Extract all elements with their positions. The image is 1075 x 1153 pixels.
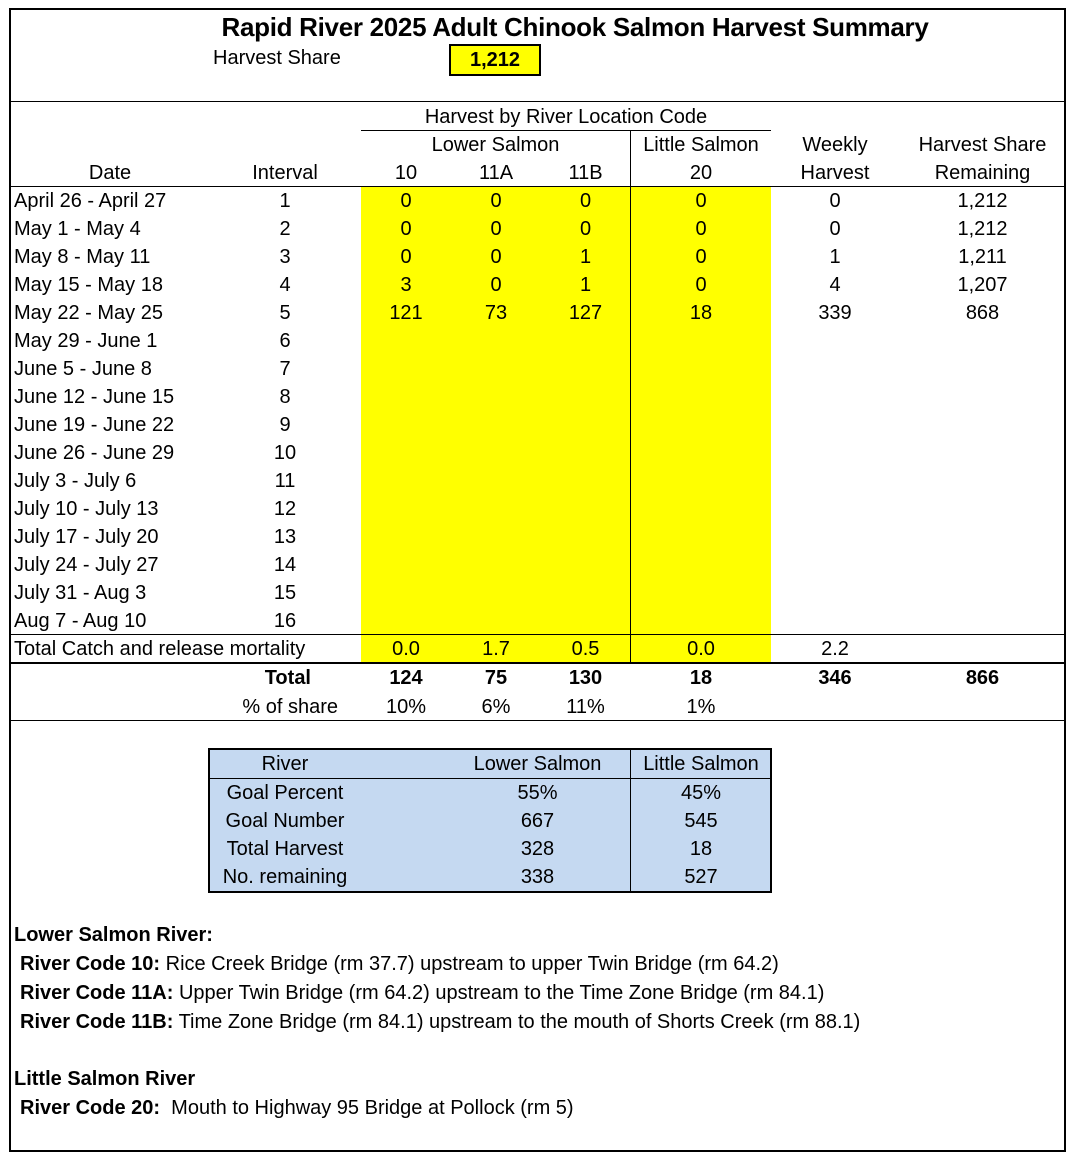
summary-row-lower: 667 xyxy=(520,810,555,832)
cell-10: 3 xyxy=(400,274,412,296)
cell-remaining: 868 xyxy=(965,302,1000,324)
cell-20: 0 xyxy=(695,218,707,240)
cell-20 xyxy=(631,467,771,495)
summary-header-river: River xyxy=(261,753,309,775)
cell-11a xyxy=(451,383,541,411)
total-weekly: 346 xyxy=(818,667,852,689)
cell-weekly: 1 xyxy=(829,246,841,268)
cell-weekly xyxy=(785,355,885,383)
cell-10 xyxy=(361,355,451,383)
cell-11b xyxy=(541,551,630,579)
cell-11a xyxy=(451,523,541,551)
cell-remaining xyxy=(900,439,1065,467)
cell-11b xyxy=(541,355,630,383)
cell-interval: 13 xyxy=(273,526,297,548)
cell-interval: 10 xyxy=(273,442,297,464)
notes-lower-heading: Lower Salmon River: xyxy=(14,924,213,946)
summary-row-little: 527 xyxy=(684,866,718,888)
cell-11b xyxy=(541,327,630,355)
cell-11a xyxy=(451,495,541,523)
cell-interval: 15 xyxy=(273,582,297,604)
river-code-description: Mouth to Highway 95 Bridge at Pollock (rm 5) xyxy=(160,1097,574,1119)
cell-remaining xyxy=(900,327,1065,355)
subgroup-lower-salmon: Lower Salmon xyxy=(431,134,560,156)
cell-11a xyxy=(451,551,541,579)
cell-11a xyxy=(451,411,541,439)
cell-10: 0 xyxy=(400,190,412,212)
cell-10 xyxy=(361,411,451,439)
percent-share-20: 1% xyxy=(686,696,716,718)
cell-interval: 3 xyxy=(279,246,291,268)
col-date: Date xyxy=(88,162,132,184)
cell-weekly: 339 xyxy=(818,302,852,324)
summary-row-label: Goal Percent xyxy=(226,782,344,804)
cell-10 xyxy=(361,467,451,495)
river-code-note xyxy=(20,1011,860,1034)
cell-remaining xyxy=(900,579,1065,607)
cell-11b: 1 xyxy=(579,246,592,268)
cell-11a xyxy=(451,327,541,355)
cell-20 xyxy=(631,327,771,355)
summary-row-little: 545 xyxy=(684,810,718,832)
summary-row-lower: 328 xyxy=(520,838,555,860)
subgroup-little-salmon: Little Salmon xyxy=(643,134,759,156)
river-code-note xyxy=(20,982,824,1005)
cell-date: July 24 - July 27 xyxy=(14,554,159,576)
total-10: 124 xyxy=(389,667,423,689)
cell-date: May 8 - May 11 xyxy=(14,246,151,268)
cell-20: 18 xyxy=(689,302,713,324)
cell-weekly xyxy=(785,411,885,439)
cell-date: June 26 - June 29 xyxy=(14,442,175,464)
cell-interval: 5 xyxy=(279,302,291,324)
total-20: 18 xyxy=(689,667,713,689)
col-20: 20 xyxy=(689,162,713,184)
summary-row-label: Total Harvest xyxy=(226,838,344,860)
cell-11b xyxy=(541,439,630,467)
cell-remaining xyxy=(900,523,1065,551)
percent-share-10: 10% xyxy=(385,696,427,718)
summary-row-lower: 338 xyxy=(520,866,555,888)
cell-interval: 1 xyxy=(279,190,291,212)
river-code-label: River Code 11A: xyxy=(20,982,174,1004)
cell-11a xyxy=(451,439,541,467)
col-weekly-2: Harvest xyxy=(800,162,870,184)
summary-row-lower: 55% xyxy=(517,782,558,804)
cell-11b: 0 xyxy=(579,190,592,212)
cell-11b xyxy=(541,495,630,523)
cell-11b xyxy=(541,579,630,607)
percent-share-11a: 6% xyxy=(481,696,511,718)
cell-11a: 0 xyxy=(490,274,502,296)
summary-row-little: 18 xyxy=(689,838,713,860)
total-11b: 130 xyxy=(568,667,603,689)
cell-20: 0 xyxy=(695,190,707,212)
cell-date: May 15 - May 18 xyxy=(14,274,163,296)
cell-10: 0 xyxy=(400,218,412,240)
cell-10 xyxy=(361,607,451,635)
cell-weekly xyxy=(785,551,885,579)
cell-11b xyxy=(541,467,630,495)
col-11b: 11B xyxy=(568,162,603,184)
cell-11a xyxy=(451,467,541,495)
river-code-description: Time Zone Bridge (rm 84.1) upstream to the mouth of Shorts Creek (rm 88.1) xyxy=(173,1011,861,1033)
total-11a: 75 xyxy=(484,667,508,689)
cell-20 xyxy=(631,523,771,551)
cell-date: May 29 - June 1 xyxy=(14,330,158,352)
cell-20 xyxy=(631,495,771,523)
cell-11a xyxy=(451,579,541,607)
river-code-description: Rice Creek Bridge (rm 37.7) upstream to upper Twin Bridge (rm 64.2) xyxy=(160,953,779,975)
cell-20: 0 xyxy=(695,246,707,268)
cell-interval: 7 xyxy=(279,358,291,380)
percent-share-11b: 11% xyxy=(566,696,605,718)
cell-date: May 1 - May 4 xyxy=(14,218,141,240)
cell-20 xyxy=(631,411,771,439)
catch-release-11a: 1.7 xyxy=(482,638,510,660)
cell-11b: 0 xyxy=(579,218,592,240)
col-interval: Interval xyxy=(252,162,318,184)
summary-header-little: Little Salmon xyxy=(643,753,759,775)
summary-header-lower: Lower Salmon xyxy=(473,753,602,775)
total-remaining: 866 xyxy=(965,667,1000,689)
cell-weekly: 0 xyxy=(829,190,841,212)
group-header: Harvest by River Location Code xyxy=(424,106,708,128)
cell-remaining: 1,211 xyxy=(958,246,1007,268)
cell-date: July 17 - July 20 xyxy=(14,526,159,548)
river-code-label: River Code 11B: xyxy=(20,1011,174,1033)
cell-11b: 127 xyxy=(568,302,603,324)
col-10: 10 xyxy=(394,162,418,184)
cell-interval: 12 xyxy=(273,498,297,520)
cell-weekly xyxy=(785,327,885,355)
cell-weekly xyxy=(785,607,885,635)
percent-share-label: % of share xyxy=(242,696,338,718)
catch-release-weekly: 2.2 xyxy=(821,638,849,660)
cell-remaining xyxy=(900,411,1065,439)
col-weekly-1: Weekly xyxy=(802,134,868,156)
cell-date: June 12 - June 15 xyxy=(14,386,175,408)
cell-11a xyxy=(451,607,541,635)
col-remaining-2: Remaining xyxy=(934,162,1031,184)
river-code-note xyxy=(20,1097,574,1120)
page-title: Rapid River 2025 Adult Chinook Salmon Harvest Summary xyxy=(221,12,929,42)
catch-release-11b: 0.5 xyxy=(571,638,600,660)
cell-weekly xyxy=(785,495,885,523)
river-code-label: River Code 20: xyxy=(20,1097,161,1119)
cell-11a xyxy=(451,355,541,383)
cell-10 xyxy=(361,579,451,607)
summary-row-little: 45% xyxy=(680,782,722,804)
cell-11b xyxy=(541,411,630,439)
cell-date: July 10 - July 13 xyxy=(14,498,159,520)
catch-release-label: Total Catch and release mortality xyxy=(14,638,306,660)
cell-11a: 73 xyxy=(484,302,508,324)
cell-date: July 31 - Aug 3 xyxy=(14,582,147,604)
cell-10 xyxy=(361,495,451,523)
title-divider xyxy=(10,101,1064,102)
cell-interval: 9 xyxy=(279,414,291,436)
table-bottom-line xyxy=(10,720,1064,721)
cell-interval: 6 xyxy=(279,330,291,352)
cell-date: June 19 - June 22 xyxy=(14,414,175,436)
cell-date: Aug 7 - Aug 10 xyxy=(14,610,147,632)
cell-remaining xyxy=(900,355,1065,383)
cell-11b xyxy=(541,607,630,635)
cell-11b: 1 xyxy=(579,274,592,296)
notes-little-heading: Little Salmon River xyxy=(14,1068,196,1090)
col-remaining-1: Harvest Share xyxy=(918,134,1047,156)
cell-weekly xyxy=(785,579,885,607)
cell-20 xyxy=(631,579,771,607)
cell-weekly xyxy=(785,383,885,411)
cell-11a: 0 xyxy=(490,190,502,212)
col-11a: 11A xyxy=(478,162,514,184)
catch-release-20: 0.0 xyxy=(687,638,715,660)
cell-20 xyxy=(631,551,771,579)
cell-interval: 16 xyxy=(273,610,297,632)
summary-row-label: Goal Number xyxy=(225,810,345,832)
cell-20 xyxy=(631,355,771,383)
cell-date: April 26 - April 27 xyxy=(14,190,167,212)
cell-11b xyxy=(541,383,630,411)
catch-release-10: 0.0 xyxy=(392,638,420,660)
cell-weekly xyxy=(785,523,885,551)
cell-remaining xyxy=(900,495,1065,523)
harvest-share-label: Harvest Share xyxy=(213,47,341,69)
cell-interval: 4 xyxy=(279,274,291,296)
cell-date: June 5 - June 8 xyxy=(14,358,152,380)
cell-date: July 3 - July 6 xyxy=(14,470,137,492)
harvest-share-value: 1,212 xyxy=(449,44,541,76)
cell-remaining: 1,207 xyxy=(957,274,1008,296)
cell-weekly xyxy=(785,439,885,467)
cell-interval: 14 xyxy=(273,554,297,576)
river-code-label: River Code 10: xyxy=(20,953,161,975)
river-code-description: Upper Twin Bridge (rm 64.2) upstream to the Time Zone Bridge (rm 84.1) xyxy=(173,982,825,1004)
cell-11a: 0 xyxy=(490,218,502,240)
cell-20: 0 xyxy=(695,274,707,296)
cell-remaining xyxy=(900,607,1065,635)
cell-20 xyxy=(631,439,771,467)
cell-10 xyxy=(361,383,451,411)
cell-10: 0 xyxy=(400,246,412,268)
cell-remaining: 1,212 xyxy=(957,218,1008,240)
cell-weekly: 0 xyxy=(829,218,841,240)
cell-10 xyxy=(361,439,451,467)
cell-11b xyxy=(541,523,630,551)
cell-date: May 22 - May 25 xyxy=(14,302,163,324)
summary-row-label: No. remaining xyxy=(222,866,348,888)
cell-10 xyxy=(361,523,451,551)
cell-remaining xyxy=(900,467,1065,495)
cell-interval: 8 xyxy=(279,386,291,408)
cell-weekly xyxy=(785,467,885,495)
cell-11a: 0 xyxy=(490,246,502,268)
cell-20 xyxy=(631,383,771,411)
cell-interval: 11 xyxy=(274,470,296,492)
cell-10: 121 xyxy=(389,302,423,324)
cell-weekly: 4 xyxy=(829,274,841,296)
cell-10 xyxy=(361,551,451,579)
total-label: Total xyxy=(264,667,311,689)
cell-10 xyxy=(361,327,451,355)
river-code-note xyxy=(20,953,779,976)
cell-interval: 2 xyxy=(279,218,291,240)
cell-remaining: 1,212 xyxy=(957,190,1008,212)
cell-remaining xyxy=(900,383,1065,411)
cell-remaining xyxy=(900,551,1065,579)
cell-20 xyxy=(631,607,771,635)
